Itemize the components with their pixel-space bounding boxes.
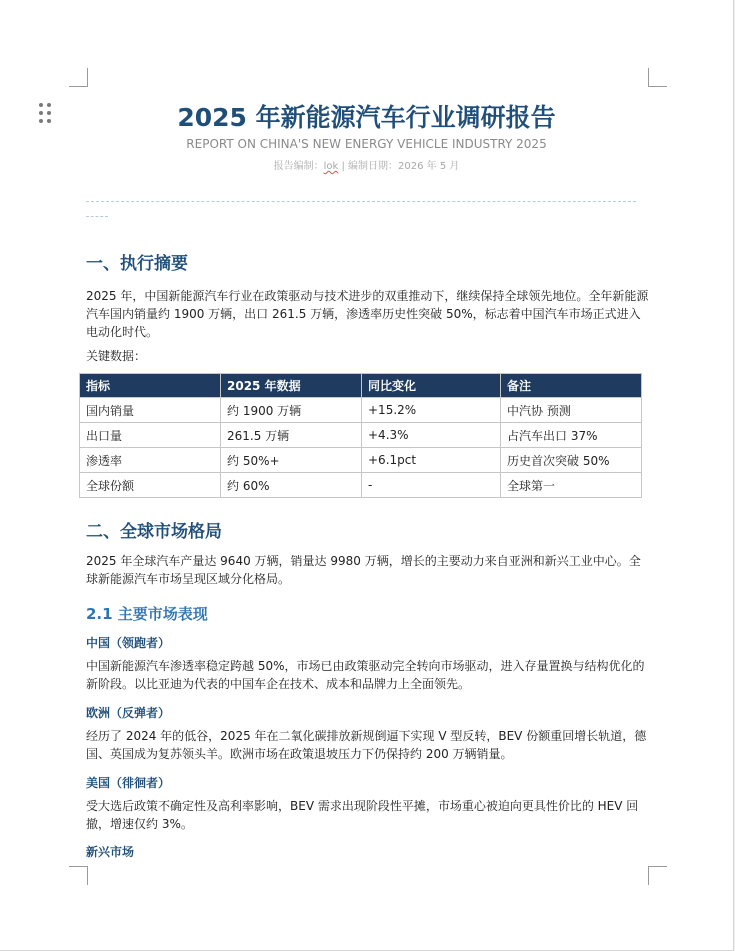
table-cell: 中汽协 预测	[501, 398, 642, 423]
market-heading-china: 中国（领跑者）	[86, 636, 171, 650]
table-cell: 国内销量	[80, 398, 221, 423]
table-header-row	[80, 374, 642, 398]
divider-continuation	[86, 216, 108, 217]
market-heading-europe: 欧洲（反弹者）	[86, 706, 171, 720]
table-cell: 历史首次突破 50%	[501, 448, 642, 473]
report-title: 2025 年新能源汽车行业调研报告	[177, 103, 556, 132]
table-header-cell: 同比变化	[362, 374, 501, 398]
section-1-paragraph: 2025 年，中国新能源汽车行业在政策驱动与技术进步的双重推动下，继续保持全球领先地位。全年新能源汽车国内销量约 1900 万辆，出口 261.5 万辆，渗透率历史性突破 50%，标志着中国汽车市场正式进入电动化时代。	[86, 289, 649, 339]
table-row	[80, 423, 642, 448]
table-cell: 约 60%	[221, 473, 362, 498]
crop-mark-bottom-left	[69, 866, 88, 885]
divider	[86, 201, 636, 202]
key-data-table	[79, 373, 642, 498]
report-subtitle: REPORT ON CHINA'S NEW ENERGY VEHICLE INDUSTRY 2025	[186, 137, 547, 151]
crop-mark-bottom-right	[648, 866, 667, 885]
table-header-cell: 2025 年数据	[221, 374, 362, 398]
table-cell: 出口量	[80, 423, 221, 448]
key-data-label: 关键数据：	[86, 349, 147, 363]
table-cell: +4.3%	[362, 423, 501, 448]
table-cell: 261.5 万辆	[221, 423, 362, 448]
table-cell: +15.2%	[362, 398, 501, 423]
market-text-europe: 经历了 2024 年的低谷，2025 年在二氧化碳排放新规倒逼下实现 V 型反转，BEV 份额重回增长轨道，德国、英国成为复苏领头羊。欧洲市场在政策退坡压力下仍保持约 200 万辆销量。	[86, 729, 647, 761]
table-cell: 约 50%+	[221, 448, 362, 473]
subsection-heading: 2.1 主要市场表现	[86, 605, 208, 623]
crop-mark-top-left	[69, 68, 88, 87]
section-2-heading: 二、全球市场格局	[86, 522, 222, 542]
table-cell: +6.1pct	[362, 448, 501, 473]
market-heading-emerging: 新兴市场	[86, 845, 135, 859]
table-header-cell: 指标	[80, 374, 221, 398]
table-cell: 占汽车出口 37%	[501, 423, 642, 448]
table-cell: 渗透率	[80, 448, 221, 473]
meta-prefix: 报告编制：	[273, 161, 324, 172]
crop-mark-top-right	[648, 68, 667, 87]
table-cell: 全球第一	[501, 473, 642, 498]
section-1-heading: 一、执行摘要	[86, 254, 188, 274]
market-text-china: 中国新能源汽车渗透率稳定跨越 50%，市场已由政策驱动完全转向市场驱动，进入存量置换与结构优化的新阶段。以比亚迪为代表的中国车企在技术、成本和品牌力上全面领先。	[86, 659, 645, 691]
table-row	[80, 398, 642, 423]
table-cell: -	[362, 473, 501, 498]
table-cell: 约 1900 万辆	[221, 398, 362, 423]
table-row	[80, 448, 642, 473]
meta-suffix: | 编制日期：2026 年 5 月	[338, 161, 460, 172]
section-2-paragraph: 2025 年全球汽车产量达 9640 万辆，销量达 9980 万辆，增长的主要动力来自亚洲和新兴工业中心。全球新能源汽车市场呈现区域分化格局。	[86, 554, 641, 586]
table-header-cell: 备注	[501, 374, 642, 398]
table-row	[80, 473, 642, 498]
table-cell: 全球份额	[80, 473, 221, 498]
report-meta	[0, 157, 733, 172]
meta-author: lok	[323, 161, 339, 172]
market-heading-usa: 美国（徘徊者）	[86, 776, 171, 790]
market-text-usa: 受大选后政策不确定性及高利率影响，BEV 需求出现阶段性平摊，市场重心被迫向更具性价比的 HEV 回撤，增速仅约 3%。	[86, 799, 639, 831]
